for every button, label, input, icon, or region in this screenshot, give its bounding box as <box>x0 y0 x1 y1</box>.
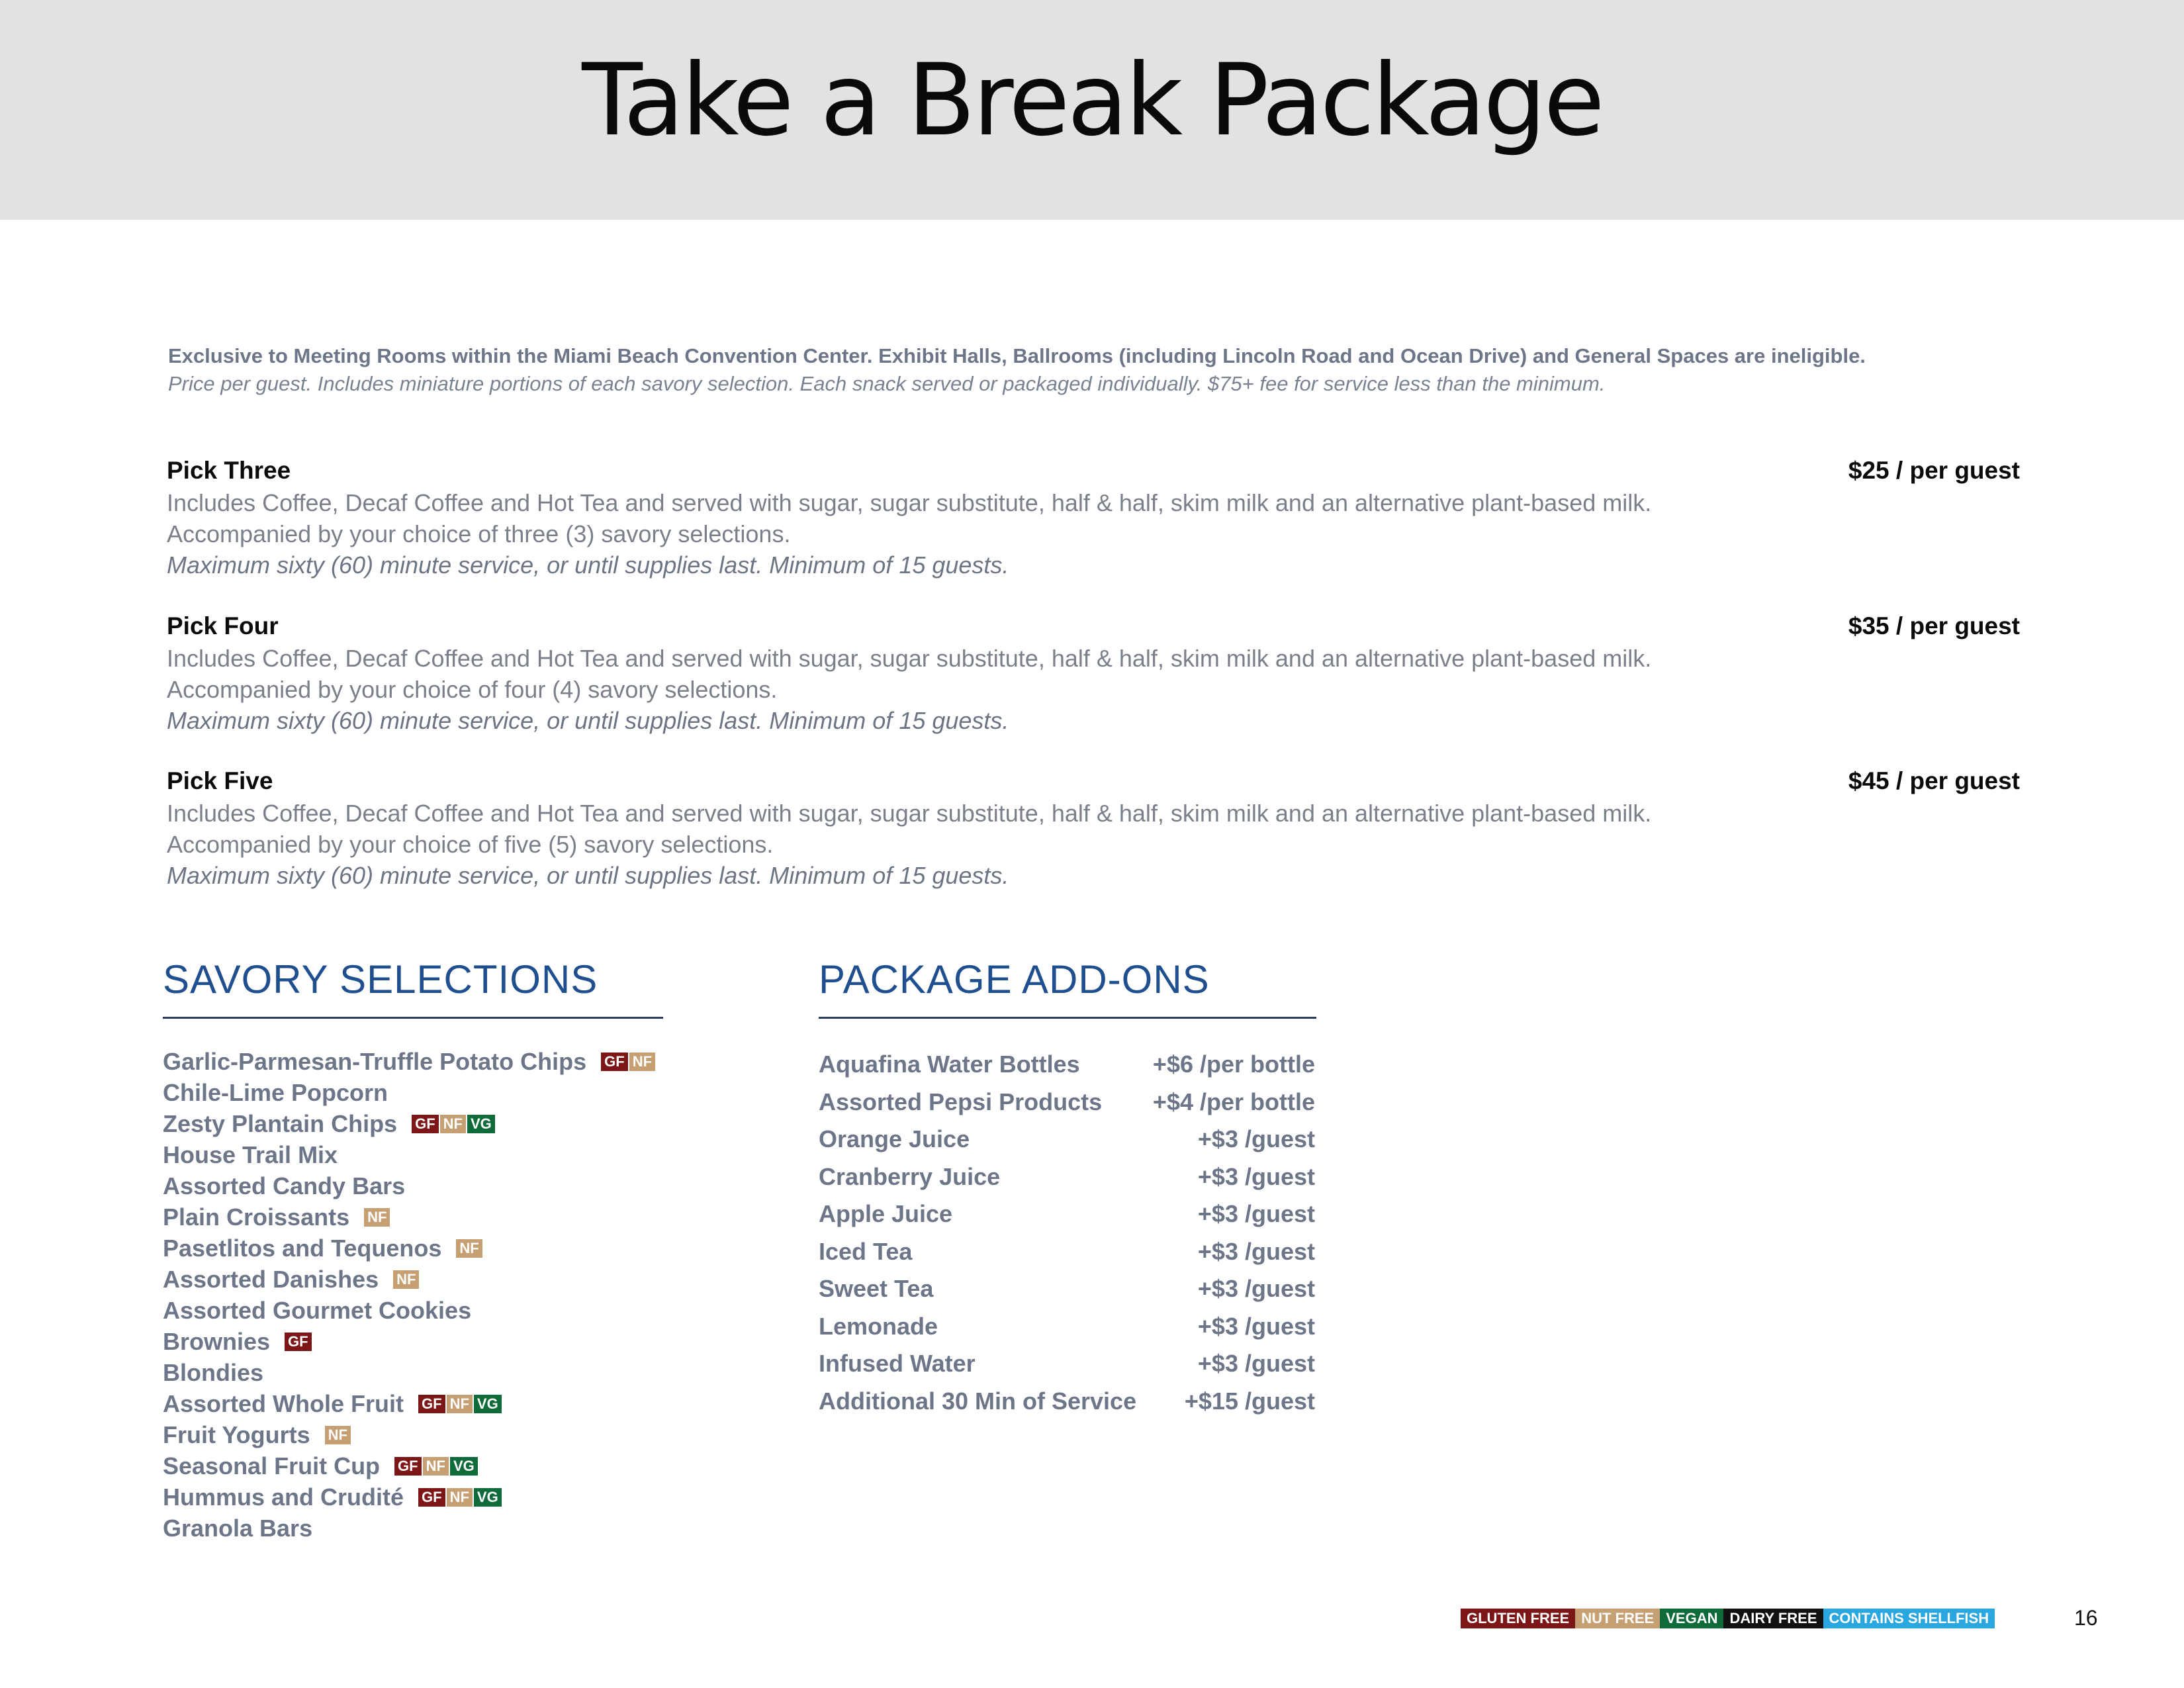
package-addons-heading: PACKAGE ADD-ONS <box>819 957 1210 1002</box>
savory-selections-heading: SAVORY SELECTIONS <box>163 957 598 1002</box>
addon-row <box>819 1161 1315 1199</box>
package-name: Pick Five <box>167 767 273 794</box>
savory-item <box>163 1450 657 1481</box>
savory-item <box>163 1264 657 1295</box>
savory-item <box>163 1233 657 1264</box>
savory-item-name: Hummus and Crudité <box>163 1483 404 1511</box>
badge-vg: VG <box>450 1457 478 1476</box>
savory-item <box>163 1201 657 1233</box>
page-number: 16 <box>2074 1606 2098 1630</box>
package-price: $25 / per guest <box>1848 457 2020 484</box>
package-includes: Includes Coffee, Decaf Coffee and Hot Tea and served with sugar, sugar substitute, half & half, skim milk and an alternative plant-based milk. <box>167 489 1652 516</box>
addon-name: Iced Tea <box>819 1237 913 1265</box>
badge-gf: GF <box>412 1115 439 1133</box>
badge-gf: GF <box>418 1395 445 1413</box>
savory-divider <box>163 1017 663 1019</box>
badge-vg: VG <box>474 1488 502 1507</box>
addon-row <box>819 1385 1315 1423</box>
savory-item-name: Assorted Danishes <box>163 1266 379 1293</box>
legend-contains-shellfish: CONTAINS SHELLFISH <box>1823 1609 1995 1628</box>
dietary-legend <box>1461 1609 1995 1628</box>
addon-price: +$3 /guest <box>1197 1312 1315 1340</box>
savory-item-name: Granola Bars <box>163 1515 313 1542</box>
addon-row <box>819 1236 1315 1274</box>
savory-item-name: Brownies <box>163 1328 271 1355</box>
savory-item <box>163 1170 657 1201</box>
addon-name: Additional 30 Min of Service <box>819 1387 1137 1415</box>
savory-item-name: Pasetlitos and Tequenos <box>163 1235 442 1262</box>
badge-nf: NF <box>447 1488 473 1507</box>
dietary-badges <box>412 1115 496 1133</box>
addons-list <box>819 1049 1315 1423</box>
savory-item <box>163 1513 657 1544</box>
addon-price: +$3 /guest <box>1197 1200 1315 1227</box>
addon-row <box>819 1123 1315 1161</box>
addon-price: +$6 /per bottle <box>1152 1051 1315 1078</box>
package-name: Pick Three <box>167 457 291 484</box>
savory-item-name: Blondies <box>163 1359 264 1386</box>
savory-item-name: Assorted Candy Bars <box>163 1172 406 1199</box>
addon-name: Sweet Tea <box>819 1275 934 1302</box>
dietary-badges <box>418 1488 503 1507</box>
addon-price: +$3 /guest <box>1197 1350 1315 1377</box>
savory-item-name: Plain Croissants <box>163 1203 350 1231</box>
addon-price: +$15 /guest <box>1184 1387 1315 1415</box>
package-selection-note: Accompanied by your choice of three (3) savory selections. <box>167 520 791 547</box>
badge-nf: NF <box>456 1239 482 1258</box>
savory-item <box>163 1357 657 1388</box>
badge-gf: GF <box>601 1053 628 1071</box>
dietary-badges <box>456 1239 483 1258</box>
badge-nf: NF <box>423 1457 449 1476</box>
dietary-badges <box>325 1426 352 1444</box>
addon-price: +$3 /guest <box>1197 1162 1315 1190</box>
savory-item-name: Chile-Lime Popcorn <box>163 1079 388 1106</box>
addon-price: +$3 /guest <box>1197 1275 1315 1302</box>
savory-list <box>163 1046 657 1544</box>
badge-nf: NF <box>325 1426 351 1444</box>
addon-name: Aquafina Water Bottles <box>819 1051 1080 1078</box>
package-name: Pick Four <box>167 612 279 639</box>
savory-item-name: Garlic-Parmesan-Truffle Potato Chips <box>163 1048 587 1075</box>
package-selection-note: Accompanied by your choice of four (4) savory selections. <box>167 676 778 703</box>
legend-nut-free: NUT FREE <box>1575 1609 1660 1628</box>
savory-item <box>163 1295 657 1326</box>
savory-item-name: Assorted Gourmet Cookies <box>163 1297 472 1324</box>
addon-name: Assorted Pepsi Products <box>819 1088 1103 1115</box>
savory-item <box>163 1077 657 1108</box>
intro-notice <box>168 342 2087 397</box>
savory-item-name: Fruit Yogurts <box>163 1421 310 1448</box>
package-service-note: Maximum sixty (60) minute service, or until supplies last. Minimum of 15 guests. <box>167 862 1009 889</box>
package-pick-three <box>167 454 2020 581</box>
savory-item <box>163 1419 657 1450</box>
badge-gf: GF <box>394 1457 422 1476</box>
savory-item <box>163 1139 657 1170</box>
badge-nf: NF <box>447 1395 473 1413</box>
badge-gf: GF <box>285 1333 312 1351</box>
addon-name: Infused Water <box>819 1350 976 1377</box>
savory-item-name: House Trail Mix <box>163 1141 338 1168</box>
savory-item <box>163 1388 657 1419</box>
package-service-note: Maximum sixty (60) minute service, or until supplies last. Minimum of 15 guests. <box>167 551 1009 579</box>
package-includes: Includes Coffee, Decaf Coffee and Hot Tea and served with sugar, sugar substitute, half & half, skim milk and an alternative plant-based milk. <box>167 800 1652 827</box>
package-service-note: Maximum sixty (60) minute service, or until supplies last. Minimum of 15 guests. <box>167 707 1009 734</box>
eligibility-notice: Exclusive to Meeting Rooms within the Miami Beach Convention Center. Exhibit Halls, Ballrooms (including Lincoln Road and Ocean Drive) and General Spaces are ineligible. <box>168 344 1866 367</box>
addon-row <box>819 1049 1315 1086</box>
addons-divider <box>819 1017 1316 1019</box>
dietary-badges <box>285 1333 313 1351</box>
savory-item <box>163 1481 657 1513</box>
addon-name: Orange Juice <box>819 1125 970 1152</box>
package-pick-five <box>167 765 2020 891</box>
badge-nf: NF <box>629 1053 655 1071</box>
legend-vegan: VEGAN <box>1660 1609 1723 1628</box>
addon-name: Lemonade <box>819 1312 938 1340</box>
badge-vg: VG <box>467 1115 495 1133</box>
badge-nf: NF <box>440 1115 466 1133</box>
pricing-notice: Price per guest. Includes miniature portions of each savory selection. Each snack served or packaged individually. $75+ fee for service less than the minimum. <box>168 372 1606 395</box>
savory-item <box>163 1326 657 1357</box>
addon-row <box>819 1198 1315 1236</box>
package-includes: Includes Coffee, Decaf Coffee and Hot Tea and served with sugar, sugar substitute, half & half, skim milk and an alternative plant-based milk. <box>167 645 1652 672</box>
dietary-badges <box>364 1208 391 1227</box>
savory-item-name: Zesty Plantain Chips <box>163 1110 398 1137</box>
addon-price: +$3 /guest <box>1197 1237 1315 1265</box>
badge-gf: GF <box>418 1488 445 1507</box>
package-selection-note: Accompanied by your choice of five (5) savory selections. <box>167 831 774 858</box>
addon-row <box>819 1311 1315 1348</box>
badge-nf: NF <box>364 1208 390 1227</box>
package-price: $45 / per guest <box>1848 767 2020 794</box>
addon-row <box>819 1086 1315 1124</box>
addon-name: Apple Juice <box>819 1200 953 1227</box>
dietary-badges <box>601 1053 657 1071</box>
legend-gluten-free: GLUTEN FREE <box>1461 1609 1575 1628</box>
addon-price: +$3 /guest <box>1197 1125 1315 1152</box>
package-pick-four <box>167 610 2020 736</box>
addon-row <box>819 1273 1315 1311</box>
savory-item <box>163 1046 657 1077</box>
dietary-badges <box>393 1270 420 1289</box>
dietary-badges <box>418 1395 503 1413</box>
header-banner <box>0 0 2184 220</box>
addon-price: +$4 /per bottle <box>1152 1088 1315 1115</box>
legend-dairy-free: DAIRY FREE <box>1723 1609 1823 1628</box>
badge-vg: VG <box>474 1395 502 1413</box>
badge-nf: NF <box>393 1270 419 1289</box>
package-price: $35 / per guest <box>1848 612 2020 639</box>
savory-item <box>163 1108 657 1139</box>
savory-item-name: Seasonal Fruit Cup <box>163 1452 381 1479</box>
savory-item-name: Assorted Whole Fruit <box>163 1390 404 1417</box>
addon-row <box>819 1348 1315 1385</box>
dietary-badges <box>394 1457 479 1476</box>
addon-name: Cranberry Juice <box>819 1162 1001 1190</box>
page-title: Take a Break Package <box>582 43 1602 158</box>
